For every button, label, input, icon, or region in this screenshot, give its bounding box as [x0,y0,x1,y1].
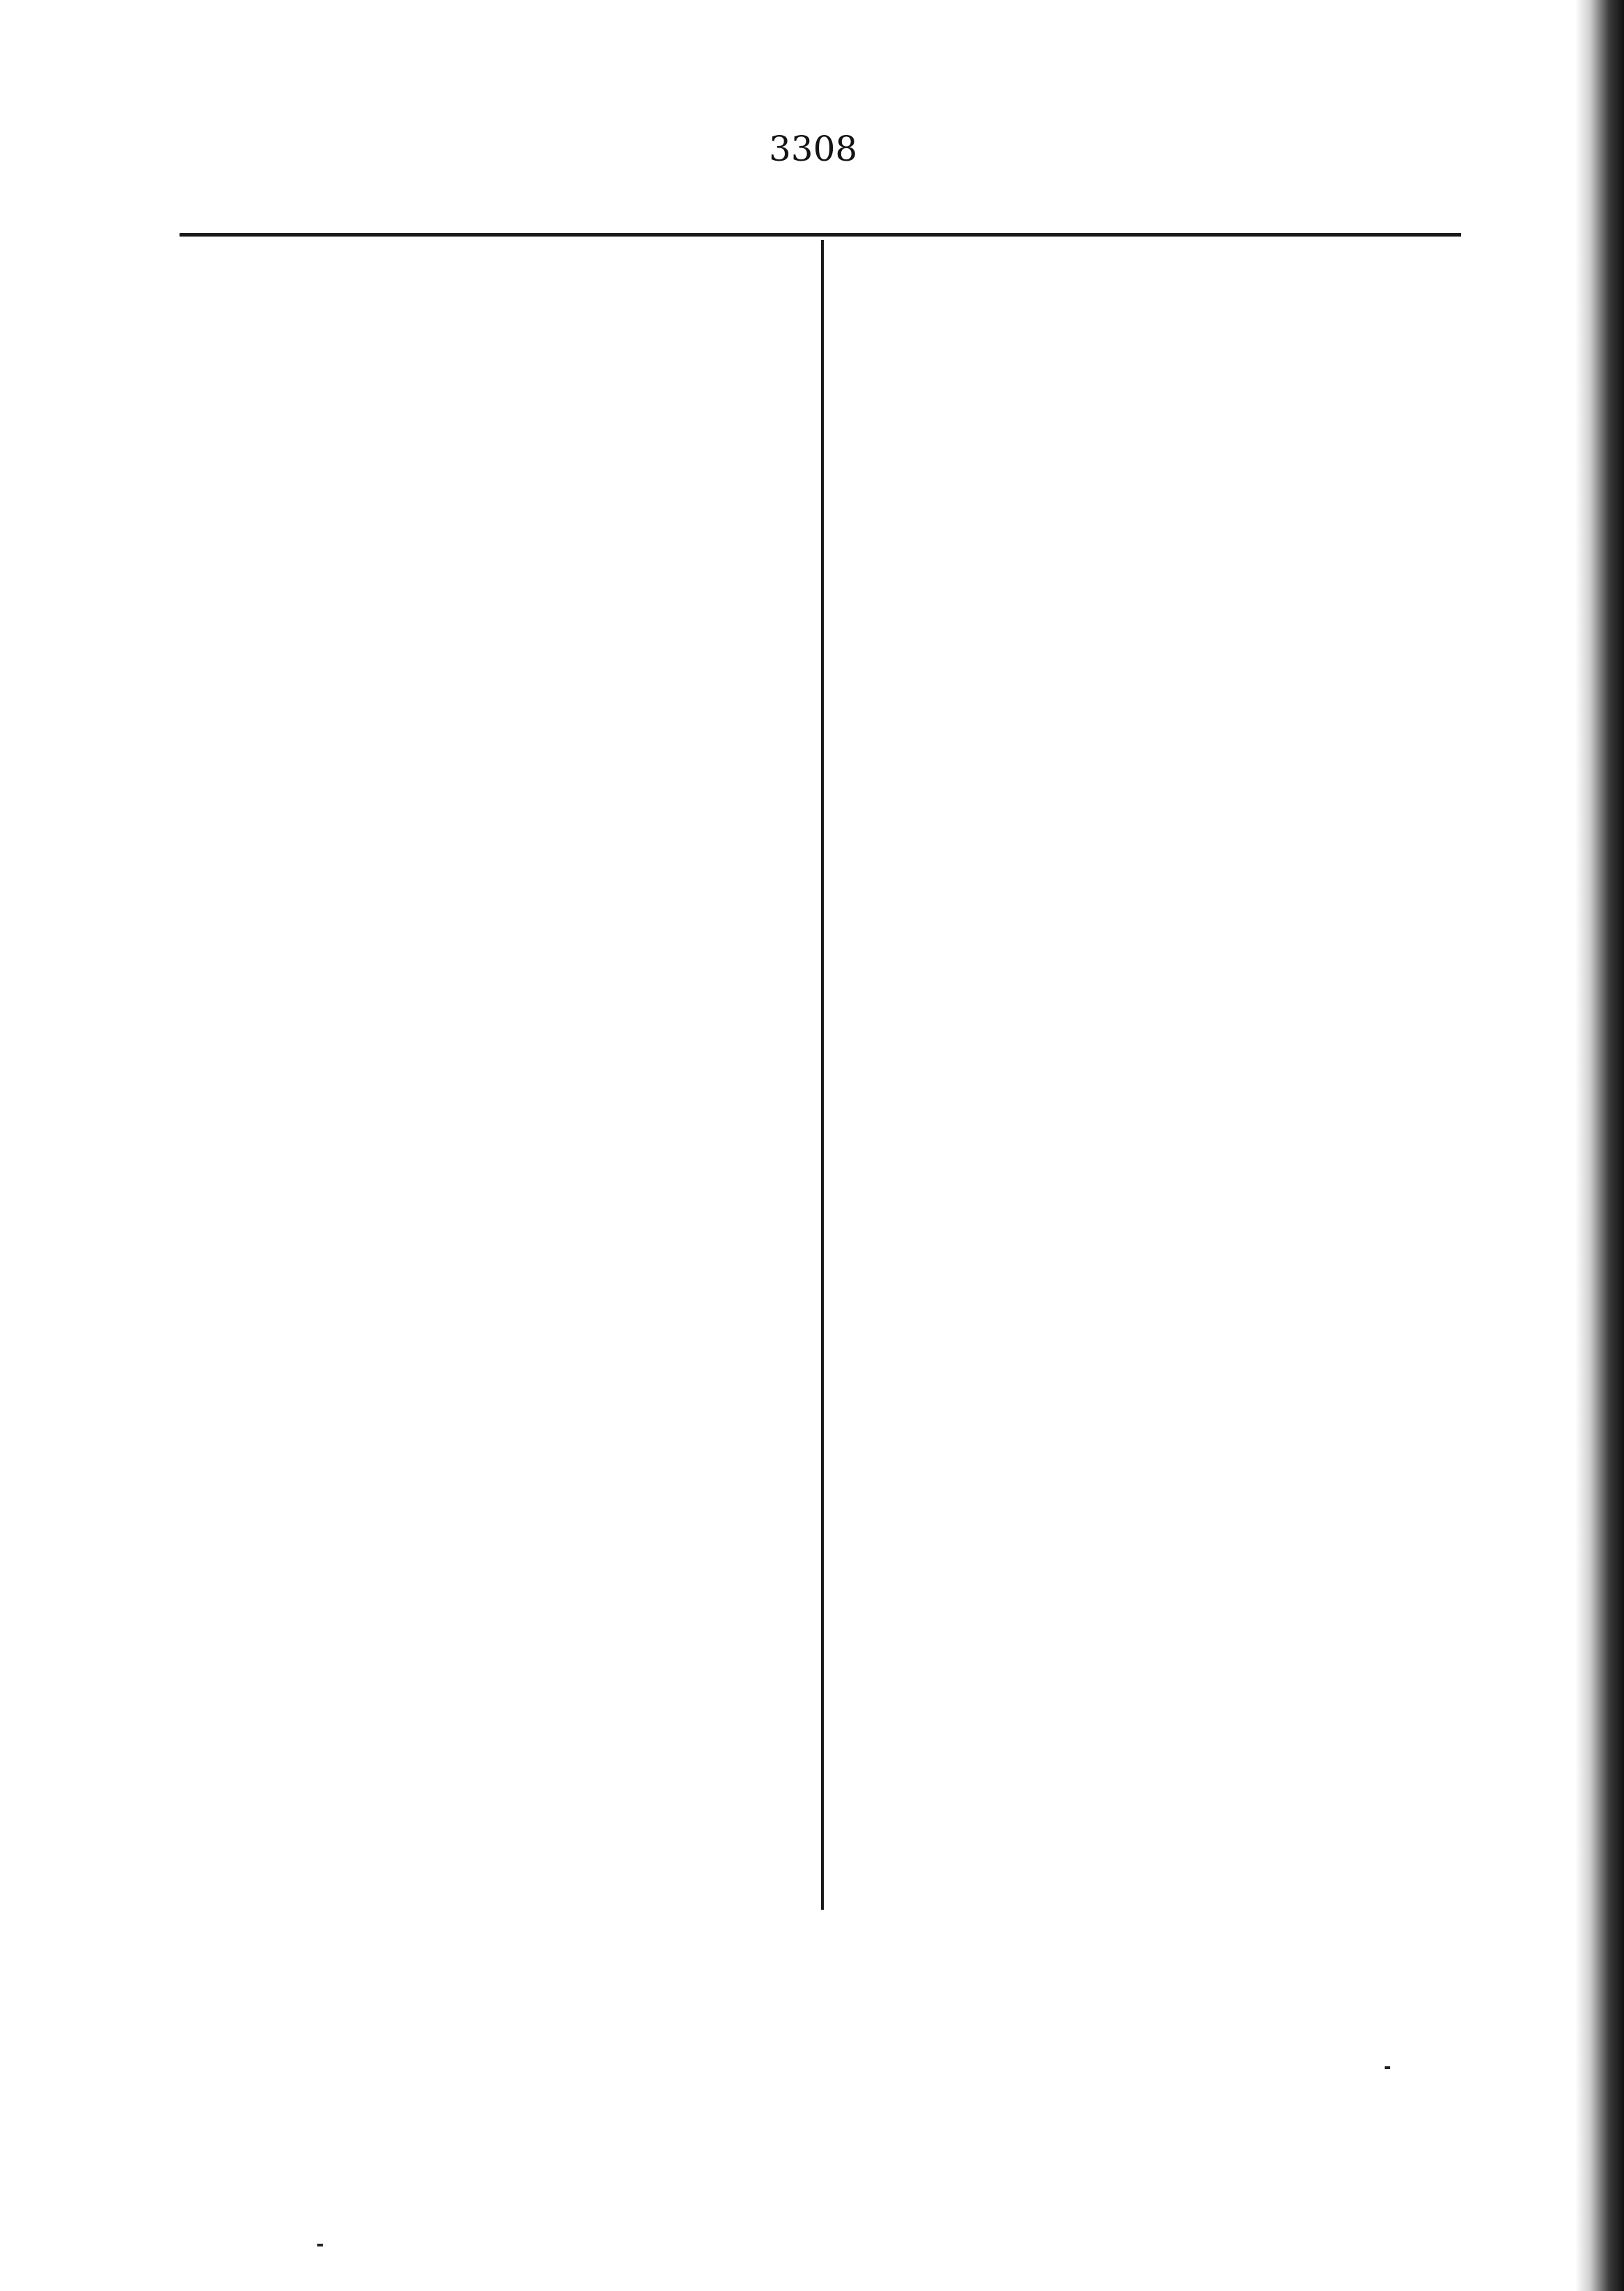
text-line [845,1611,1461,1673]
text-line [205,318,791,380]
text-line [845,995,1461,1057]
text-line [845,1426,1461,1488]
text-line [205,1857,791,1919]
text-line [845,1241,1461,1303]
text-line [205,749,791,811]
text-line [205,1734,791,1796]
text-line [845,811,1461,872]
text-line [205,564,791,626]
text-line [205,379,791,441]
text-line [845,934,1461,996]
text-line [205,1426,791,1488]
text-line [845,872,1461,934]
text-line [205,1796,791,1858]
text-line [845,1734,1461,1796]
text-line [845,564,1461,626]
page-header [177,122,1461,198]
text-line [845,625,1461,687]
text-line [205,1118,791,1180]
text-line [845,1673,1461,1734]
text-line [205,625,791,687]
text-line [205,256,791,318]
page-number: 3308 [769,129,858,169]
text-line [205,1487,791,1549]
speck [1385,2066,1390,2069]
text-line [845,502,1461,564]
text-line [205,934,791,996]
speck [317,2244,323,2246]
text-line [845,1180,1461,1242]
text-line [845,318,1461,380]
text-line [205,1364,791,1426]
left-column [205,256,791,1919]
text-line [845,749,1461,811]
text-line [205,1241,791,1303]
text-line [205,811,791,872]
header-rule [180,233,1461,237]
text-line [845,1796,1461,1858]
right-column [845,256,1461,1919]
text-line [845,1487,1461,1549]
text-line [205,1057,791,1119]
text-line [205,1180,791,1242]
text-line [845,1364,1461,1426]
page-edge-shadow [1575,0,1624,2291]
column-divider [821,240,824,1910]
text-line [205,687,791,749]
text-line [845,1118,1461,1180]
text-line [845,687,1461,749]
text-line [205,872,791,934]
text-line [845,256,1461,318]
text-line [205,995,791,1057]
text-line [845,441,1461,503]
text-line [205,1549,791,1611]
text-line [205,502,791,564]
text-line [205,1611,791,1673]
text-line [845,1857,1461,1919]
text-line [845,1549,1461,1611]
text-line [205,1673,791,1734]
text-line [845,1057,1461,1119]
text-line [205,1303,791,1365]
text-line [845,379,1461,441]
text-line [205,441,791,503]
text-line [845,1303,1461,1365]
